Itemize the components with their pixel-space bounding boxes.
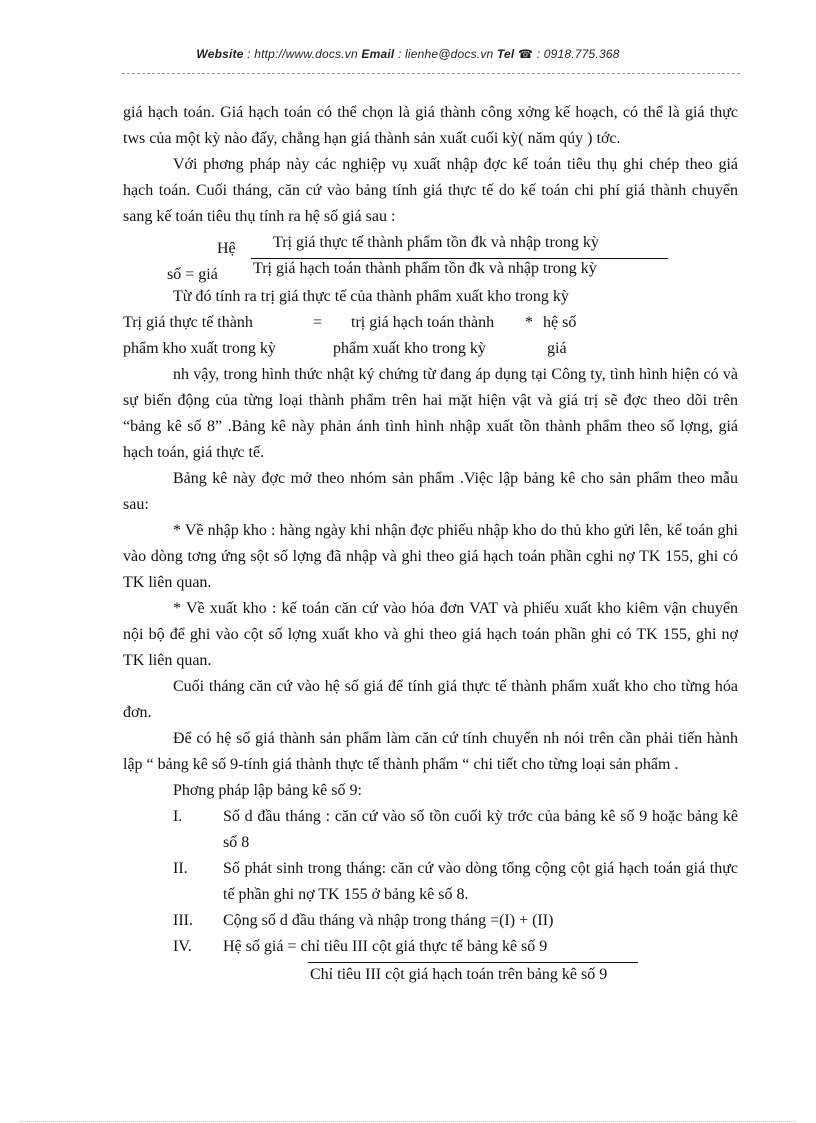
paragraph-10: Phơng pháp lập bảng kê số 9: <box>173 782 362 799</box>
list-item <box>123 908 738 934</box>
footer-divider <box>20 1121 796 1122</box>
value-formula-term-a1: Trị giá thực tế thành <box>123 314 253 331</box>
formula-denominator: Trị giá hạch toán thành phẩm tồn đk và nhập trong kỳ <box>253 260 597 277</box>
value-formula-multiply: * <box>525 314 533 331</box>
document-body <box>123 100 738 990</box>
formula-numerator: Trị giá thực tế thành phẩm tồn đk và nhập trong kỳ <box>273 234 599 251</box>
value-formula-term-c1: hệ số <box>543 314 577 331</box>
paragraph-9: Để có hệ số giá thành sản phẩm làm căn cứ tính chuyển nh nói trên cần phải tiến hành lập “ bảng kê số 9-tính giá thành thực tế thành phẩm “ chi tiết cho từng loại sản phẩm . <box>123 730 738 773</box>
list-item-text: Hệ số giá = chỉ tiêu III cột giá thực tế bảng kê số 9 <box>223 938 548 955</box>
paragraph-6: * Về nhập kho : hàng ngày khi nhận đợc phiếu nhập kho do thủ kho gửi lên, kế toán ghi vào dòng tơng ứng sột số lợng đã nhập và ghi theo giá hạch toán phần cghi nợ TK 155, ghi có TK liên quan. <box>123 522 738 591</box>
list-item <box>123 804 738 856</box>
paragraph-7: * Về xuất kho : kế toán căn cứ vào hóa đơn VAT và phiếu xuất kho kiêm vận chuyển nội bộ để ghi vào cột số lợng xuất kho và ghi theo giá hạch toán phần ghi có TK 155, ghi nợ TK liên quan. <box>123 600 738 669</box>
value-formula-equals: = <box>313 314 323 331</box>
list-item-number: III. <box>173 912 193 929</box>
list-item-number: IV. <box>173 938 192 955</box>
website-url[interactable]: : http://www.docs.vn <box>247 47 358 61</box>
value-formula-term-c2: giá <box>547 340 567 357</box>
list-item-text: Số phát sinh trong tháng: căn cứ vào dòng tổng cộng cột giá hạch toán giá thực tế phần ghi nợ TK 155 ở bảng kê số 8. <box>223 860 738 903</box>
formula-label-line2: số = giá <box>167 266 218 283</box>
list-item <box>123 934 738 960</box>
coefficient-formula <box>123 232 738 284</box>
email-address[interactable]: : lienhe@docs.vn <box>397 47 494 61</box>
price-coefficient-fraction <box>123 960 738 990</box>
paragraph-3: Từ đó tính ra trị giá thực tế của thành phẩm xuất kho trong kỳ <box>173 288 569 305</box>
phone-label: Tel ☎ <box>496 47 534 61</box>
value-formula-term-b2: phẩm xuất kho trong kỳ <box>333 340 486 357</box>
page-header <box>0 47 816 61</box>
value-formula-term-a2: phẩm kho xuất trong kỳ <box>123 340 276 357</box>
website-label: Website <box>196 47 244 61</box>
fraction-denominator: Chỉ tiêu III cột giá hạch toán trên bảng kê số 9 <box>310 966 608 983</box>
list-item-number: I. <box>173 808 183 825</box>
list-item-text: Cộng số d đầu tháng và nhập trong tháng =(I) + (II) <box>223 912 554 929</box>
paragraph-1: giá hạch toán. Giá hạch toán có thể chọn là giá thành công xởng kế hoạch, có thể là giá thực tws của một kỳ nào đấy, chẳng hạn giá thành sản xuất cuối kỳ( năm qúy ) tớc. <box>123 104 738 147</box>
paragraph-8: Cuối tháng căn cứ vào hệ số giá để tính giá thực tế thành phẩm xuất kho cho từng hóa đơn. <box>123 678 738 721</box>
formula-label-line1: Hệ <box>217 240 236 257</box>
list-item <box>123 856 738 908</box>
paragraph-5: Bảng kê này đợc mở theo nhóm sản phẩm .Việc lập bảng kê cho sản phẩm theo mẫu sau: <box>123 470 738 513</box>
value-formula-row-1 <box>123 310 738 336</box>
paragraph-2: Với phơng pháp này các nghiệp vụ xuất nhập đợc kế toán tiêu thụ ghi chép theo giá hạch toán. Cuối tháng, căn cứ vào bảng tính giá thực tế do kế toán chi phí giá thành chuyển sang kế toán tiêu thụ tính ra hệ số giá sau : <box>123 156 738 225</box>
value-formula-row-2 <box>123 336 738 362</box>
list-item-text: Số d đầu tháng : căn cứ vào số tồn cuối kỳ trớc của bảng kê số 9 hoặc bảng kê số 8 <box>223 808 738 851</box>
header-divider <box>122 73 740 74</box>
email-label: Email <box>361 47 395 61</box>
method-list <box>123 804 738 960</box>
phone-number: : 0918.775.368 <box>536 47 620 61</box>
list-item-number: II. <box>173 860 188 877</box>
paragraph-4: nh vậy, trong hình thức nhật ký chứng từ đang áp dụng tại Công ty, tình hình hiện có và sự biến động của từng loại thành phẩm trên hai mặt hiện vật và giá trị sẽ đợc theo dõi trên “bảng kê số 8” .Bảng kê này phản ánh tình hình nhập xuất tồn thành phẩm theo số lợng, giá hạch toán, giá thực tế. <box>123 366 738 461</box>
value-formula-term-b1: trị giá hạch toán thành <box>351 314 495 331</box>
